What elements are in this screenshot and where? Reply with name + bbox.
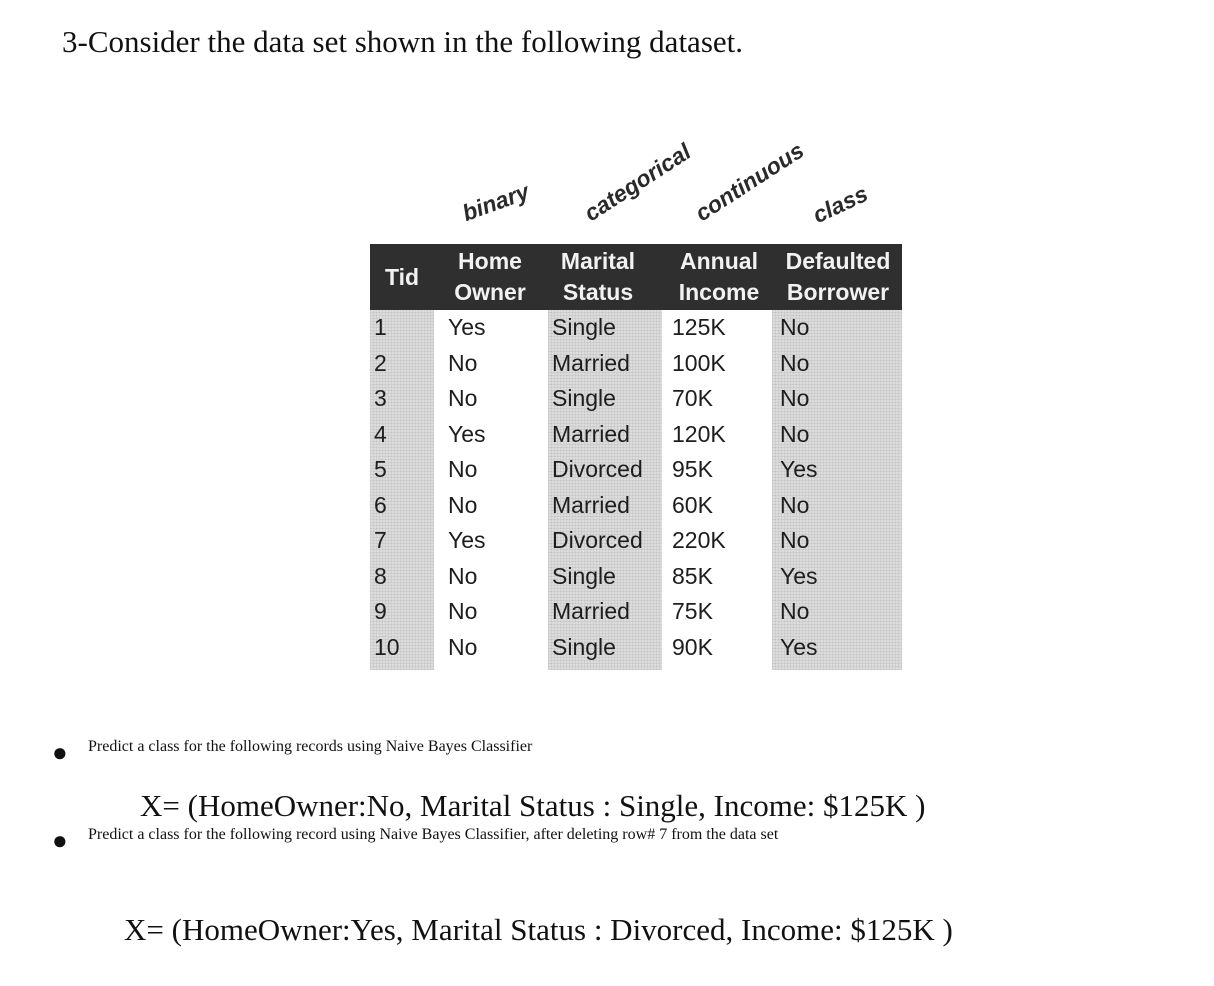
cell-home-owner: No	[448, 349, 478, 376]
cell-marital-status: Single	[552, 562, 616, 589]
attribute-type-class: class	[808, 180, 872, 229]
cell-home-owner: No	[448, 633, 478, 660]
cell-defaulted: No	[780, 491, 810, 518]
cell-defaulted: No	[780, 598, 810, 624]
cell-tid: 10	[374, 633, 400, 660]
cell-annual-income: 85K	[672, 562, 713, 589]
bullet-item	[48, 826, 1214, 855]
table-row	[370, 381, 902, 417]
cell-tid: 5	[374, 456, 387, 482]
cell-marital-status: Married	[552, 598, 630, 624]
cell-defaulted: Yes	[780, 456, 818, 482]
attribute-type-binary: binary	[458, 178, 533, 227]
cell-annual-income: 125K	[672, 314, 726, 340]
table-row	[370, 346, 902, 382]
table-row	[370, 630, 902, 666]
header-home-owner: Home Owner	[454, 248, 526, 305]
cell-defaulted: No	[780, 527, 810, 553]
cell-tid: 4	[374, 420, 387, 447]
cell-tid: 1	[374, 314, 387, 340]
table-row	[370, 523, 902, 559]
cell-home-owner: No	[448, 385, 478, 411]
header-annual-income: Annual Income	[678, 248, 760, 305]
table-row	[370, 452, 902, 488]
cell-annual-income: 95K	[672, 456, 713, 482]
cell-marital-status: Single	[552, 633, 616, 660]
cell-marital-status: Married	[552, 420, 630, 447]
table-row	[370, 594, 902, 630]
cell-tid: 7	[374, 527, 387, 553]
cell-annual-income: 100K	[672, 349, 726, 376]
table-body	[370, 310, 902, 670]
table-row	[370, 488, 902, 524]
cell-home-owner: No	[448, 598, 478, 624]
bullet-text: Predict a class for the following record using Naive Bayes Classifier, after deleting row# 7 from the data set	[88, 826, 779, 843]
cell-marital-status: Divorced	[552, 527, 643, 553]
cell-tid: 9	[374, 598, 387, 624]
cell-tid: 8	[374, 562, 387, 589]
cell-home-owner: Yes	[448, 527, 486, 553]
bullet-item	[48, 738, 533, 767]
cell-annual-income: 70K	[672, 385, 713, 411]
table-row	[370, 417, 902, 453]
record-x2: X= (HomeOwner:Yes, Marital Status : Divorced, Income: $125K )	[124, 912, 953, 947]
cell-home-owner: No	[448, 491, 478, 518]
record-x1: X= (HomeOwner:No, Marital Status : Single, Income: $125K )	[140, 788, 926, 823]
cell-annual-income: 120K	[672, 420, 726, 447]
cell-tid: 6	[374, 491, 387, 518]
cell-annual-income: 90K	[672, 633, 713, 660]
cell-marital-status: Married	[552, 349, 630, 376]
attribute-type-categorical: categorical	[579, 138, 696, 227]
cell-defaulted: No	[780, 349, 810, 376]
cell-home-owner: No	[448, 456, 478, 482]
cell-home-owner: Yes	[448, 420, 486, 447]
header-defaulted-borrower: Defaulted Borrower	[785, 248, 891, 305]
cell-annual-income: 75K	[672, 598, 713, 624]
cell-defaulted: No	[780, 385, 810, 411]
table-header	[370, 244, 902, 310]
cell-defaulted: No	[780, 420, 810, 447]
cell-defaulted: Yes	[780, 562, 818, 589]
cell-marital-status: Single	[552, 385, 616, 411]
cell-marital-status: Divorced	[552, 456, 643, 482]
cell-defaulted: Yes	[780, 633, 818, 660]
dataset-table	[370, 244, 902, 670]
question-heading: 3-Consider the data set shown in the following dataset.	[62, 24, 744, 59]
cell-annual-income: 60K	[672, 491, 713, 518]
cell-annual-income: 220K	[672, 527, 726, 553]
cell-marital-status: Single	[552, 314, 616, 340]
cell-home-owner: No	[448, 562, 478, 589]
bullet-icon: ●	[52, 738, 68, 767]
cell-home-owner: Yes	[448, 314, 486, 340]
attribute-type-continuous: continuous	[690, 136, 809, 227]
header-marital-status: Marital Status	[560, 248, 636, 305]
header-tid: Tid	[384, 263, 420, 290]
bullet-icon: ●	[52, 826, 68, 855]
table-row	[370, 310, 902, 346]
cell-defaulted: No	[780, 314, 810, 340]
cell-marital-status: Married	[552, 491, 630, 518]
bullet-text: Predict a class for the following records using Naive Bayes Classifier	[88, 738, 533, 755]
cell-tid: 2	[374, 349, 387, 376]
cell-tid: 3	[374, 385, 387, 411]
table-row	[370, 559, 902, 595]
